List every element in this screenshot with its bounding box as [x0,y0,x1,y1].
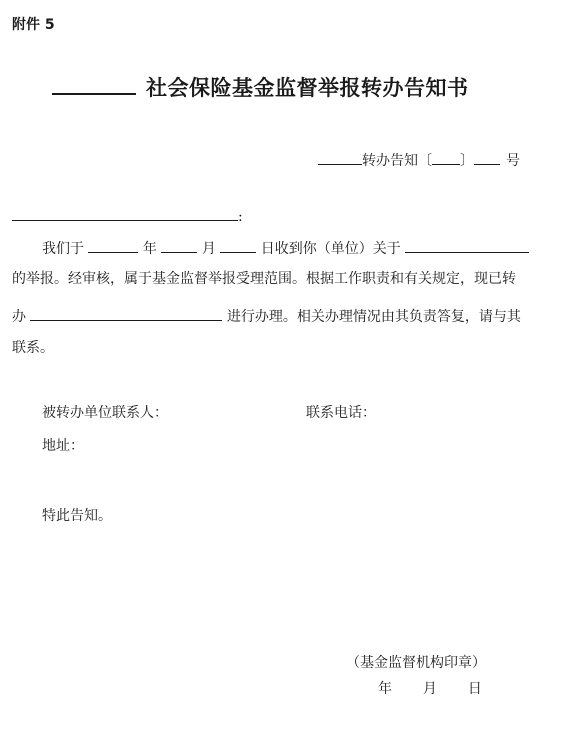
body-line1-intro: 我们于 [42,241,84,257]
date-year: 年 [378,681,392,697]
reference-close-bracket: 〕 [460,153,474,169]
body-line-1 [42,238,529,256]
date-month: 月 [422,681,437,697]
body-line-4: 联系。 [12,340,54,356]
report-subject-blank[interactable] [405,238,529,253]
reference-label: 转办告知 [362,153,418,169]
body-line1-month: 月 [201,241,216,257]
body-line1-year: 年 [142,241,157,257]
recipient-colon: : [238,209,243,225]
attachment-label: 附件 5 [12,17,55,33]
body-line-3 [12,306,521,324]
date-day: 日 [467,681,482,697]
body-line-2: 的举报。经审核，属于基金监督举报受理范围。根据工作职责和有关规定，现已转 [12,271,516,287]
reference-year-blank[interactable] [432,150,460,165]
title-blank[interactable] [52,75,136,95]
reference-open-bracket: 〔 [418,153,432,169]
phone-label: 联系电话： [306,405,376,421]
reference-number [318,150,520,168]
title-text: 社会保险基金监督举报转办告知书 [146,75,469,100]
reference-number-blank[interactable] [474,150,500,165]
body-line3-rest: 进行办理。相关办理情况由其负责答复，请与其 [226,309,521,325]
reference-prefix-blank[interactable] [318,150,362,165]
recipient-blank[interactable] [12,206,238,221]
day-blank[interactable] [220,238,256,253]
recipient-line [12,206,243,224]
date-line [378,682,482,696]
reference-suffix: 号 [506,153,520,169]
transfer-unit-blank[interactable] [30,306,222,321]
seal-text: （基金监督机构印章） [346,655,486,671]
month-blank[interactable] [161,238,197,253]
closing-text: 特此告知。 [42,508,112,524]
address-label: 地址： [42,438,84,454]
year-blank[interactable] [88,238,138,253]
page-title [52,72,469,102]
body-line3-intro: 办 [12,309,26,325]
body-line1-day: 日收到你（单位）关于 [260,241,401,257]
contact-person-label: 被转办单位联系人： [42,405,168,421]
